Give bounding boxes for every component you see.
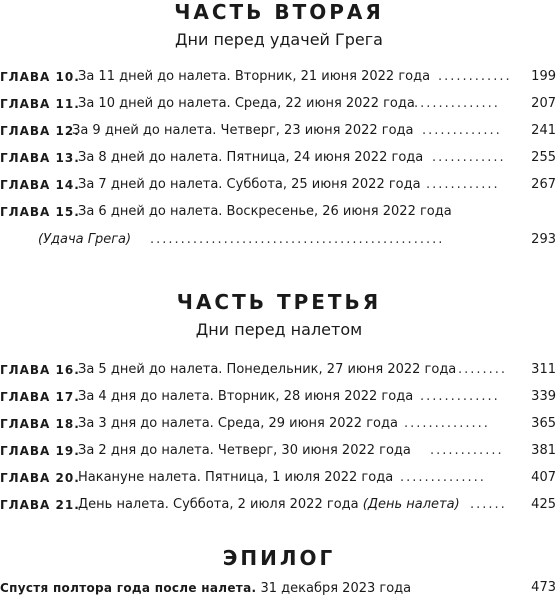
- epilogue-lead: Спустя полтора года после налета.: [0, 581, 257, 595]
- chapter-title: За 3 дня до налета. Среда, 29 июня 2022 года: [78, 416, 398, 431]
- dot-leader: ............: [438, 69, 512, 84]
- page-number: 267: [531, 177, 556, 192]
- dot-leader: .............: [422, 123, 502, 138]
- toc-entry: [0, 94, 558, 114]
- chapter-title: За 8 дней до налета. Пятница, 24 июня 2022 года: [78, 150, 424, 165]
- toc-entry: [0, 202, 558, 222]
- page-number: 207: [531, 96, 556, 111]
- dot-leader: .............: [420, 389, 500, 404]
- epilogue-entry: [0, 578, 411, 599]
- toc-entry: [0, 387, 558, 407]
- chapter-label: ГЛАВА 18.: [0, 417, 80, 431]
- epilogue-title: ЭПИЛОГ: [222, 546, 336, 570]
- chapter-title: Накануне налета. Пятница, 1 июля 2022 года: [78, 470, 394, 485]
- chapter-subtitle: (Удача Грега): [38, 232, 132, 247]
- part2-title: ЧАСТЬ ВТОРАЯ: [174, 0, 384, 24]
- chapter-title: За 10 дней до налета. Среда, 22 июня 2022 года: [78, 96, 415, 111]
- page-number: 293: [531, 232, 556, 247]
- chapter-label: ГЛАВА 17.: [0, 390, 80, 404]
- toc-entry: [0, 441, 558, 461]
- chapter-title: За 4 дня до налета. Вторник, 28 июня 2022 года: [78, 389, 414, 404]
- dot-leader: ........: [458, 362, 508, 377]
- chapter-title: За 7 дней до налета. Суббота, 25 июня 2022 года: [78, 177, 421, 192]
- dot-leader: ............: [432, 150, 506, 165]
- chapter-label: ГЛАВА 13.: [0, 151, 80, 165]
- toc-entry: [0, 468, 558, 488]
- toc-entry: [0, 578, 558, 598]
- toc-entry: [0, 175, 558, 195]
- chapter-label: ГЛАВА 19.: [0, 444, 80, 458]
- chapter-title-main: День налета. Суббота, 2 июля 2022 года: [78, 497, 359, 512]
- toc-entry: [0, 67, 558, 87]
- chapter-title: За 9 дней до налета. Четверг, 23 июня 2022 года: [72, 123, 414, 138]
- toc-entry: [0, 360, 558, 380]
- dot-leader: ................................................: [150, 232, 445, 247]
- part2-subtitle: Дни перед удачей Грега: [175, 30, 383, 49]
- chapter-title: За 2 дня до налета. Четверг, 30 июня 2022 года: [78, 443, 411, 458]
- chapter-label: ГЛАВА 10.: [0, 70, 80, 84]
- chapter-title: За 5 дней до налета. Понедельник, 27 июня 2022 года: [78, 362, 457, 377]
- chapter-title: За 6 дней до налета. Воскресенье, 26 июня 2022 года: [78, 204, 452, 219]
- chapter-label: ГЛАВА 15.: [0, 205, 80, 219]
- chapter-title: За 11 дней до налета. Вторник, 21 июня 2022 года: [78, 69, 431, 84]
- page-number: 365: [531, 416, 556, 431]
- page-number: 199: [531, 69, 556, 84]
- dot-leader: ......: [470, 497, 507, 512]
- part3-subtitle: Дни перед налетом: [195, 320, 363, 339]
- chapter-label: ГЛАВА 21.: [0, 498, 80, 512]
- dot-leader: ............: [430, 443, 504, 458]
- page-number: 255: [531, 150, 556, 165]
- toc-entry: [0, 414, 558, 434]
- toc-entry: [0, 121, 558, 141]
- chapter-label: ГЛАВА 20.: [0, 471, 80, 485]
- part3-title: ЧАСТЬ ТРЕТЬЯ: [176, 290, 382, 314]
- toc-entry: [0, 148, 558, 168]
- page-number: 407: [531, 470, 556, 485]
- toc-entry: [0, 495, 558, 515]
- toc-entry-continuation: [0, 230, 558, 250]
- page-number: 339: [531, 389, 556, 404]
- dot-leader: ..............: [404, 416, 490, 431]
- chapter-label: ГЛАВА 11.: [0, 97, 80, 111]
- chapter-label: ГЛАВА 16.: [0, 363, 80, 377]
- page-number: 311: [531, 362, 556, 377]
- page-number: 425: [531, 497, 556, 512]
- chapter-subtitle: (День налета): [362, 497, 460, 512]
- chapter-label: ГЛАВА 12.: [0, 124, 80, 138]
- page-number: 241: [531, 123, 556, 138]
- chapter-label: ГЛАВА 14.: [0, 178, 80, 192]
- chapter-title: [78, 495, 460, 515]
- epilogue-date: 31 декабря 2023 года: [260, 581, 412, 596]
- dot-leader: ..............: [414, 96, 500, 111]
- page-number: 473: [531, 580, 556, 595]
- dot-leader: ..............: [400, 470, 486, 485]
- page-number: 381: [531, 443, 556, 458]
- dot-leader: ............: [426, 177, 500, 192]
